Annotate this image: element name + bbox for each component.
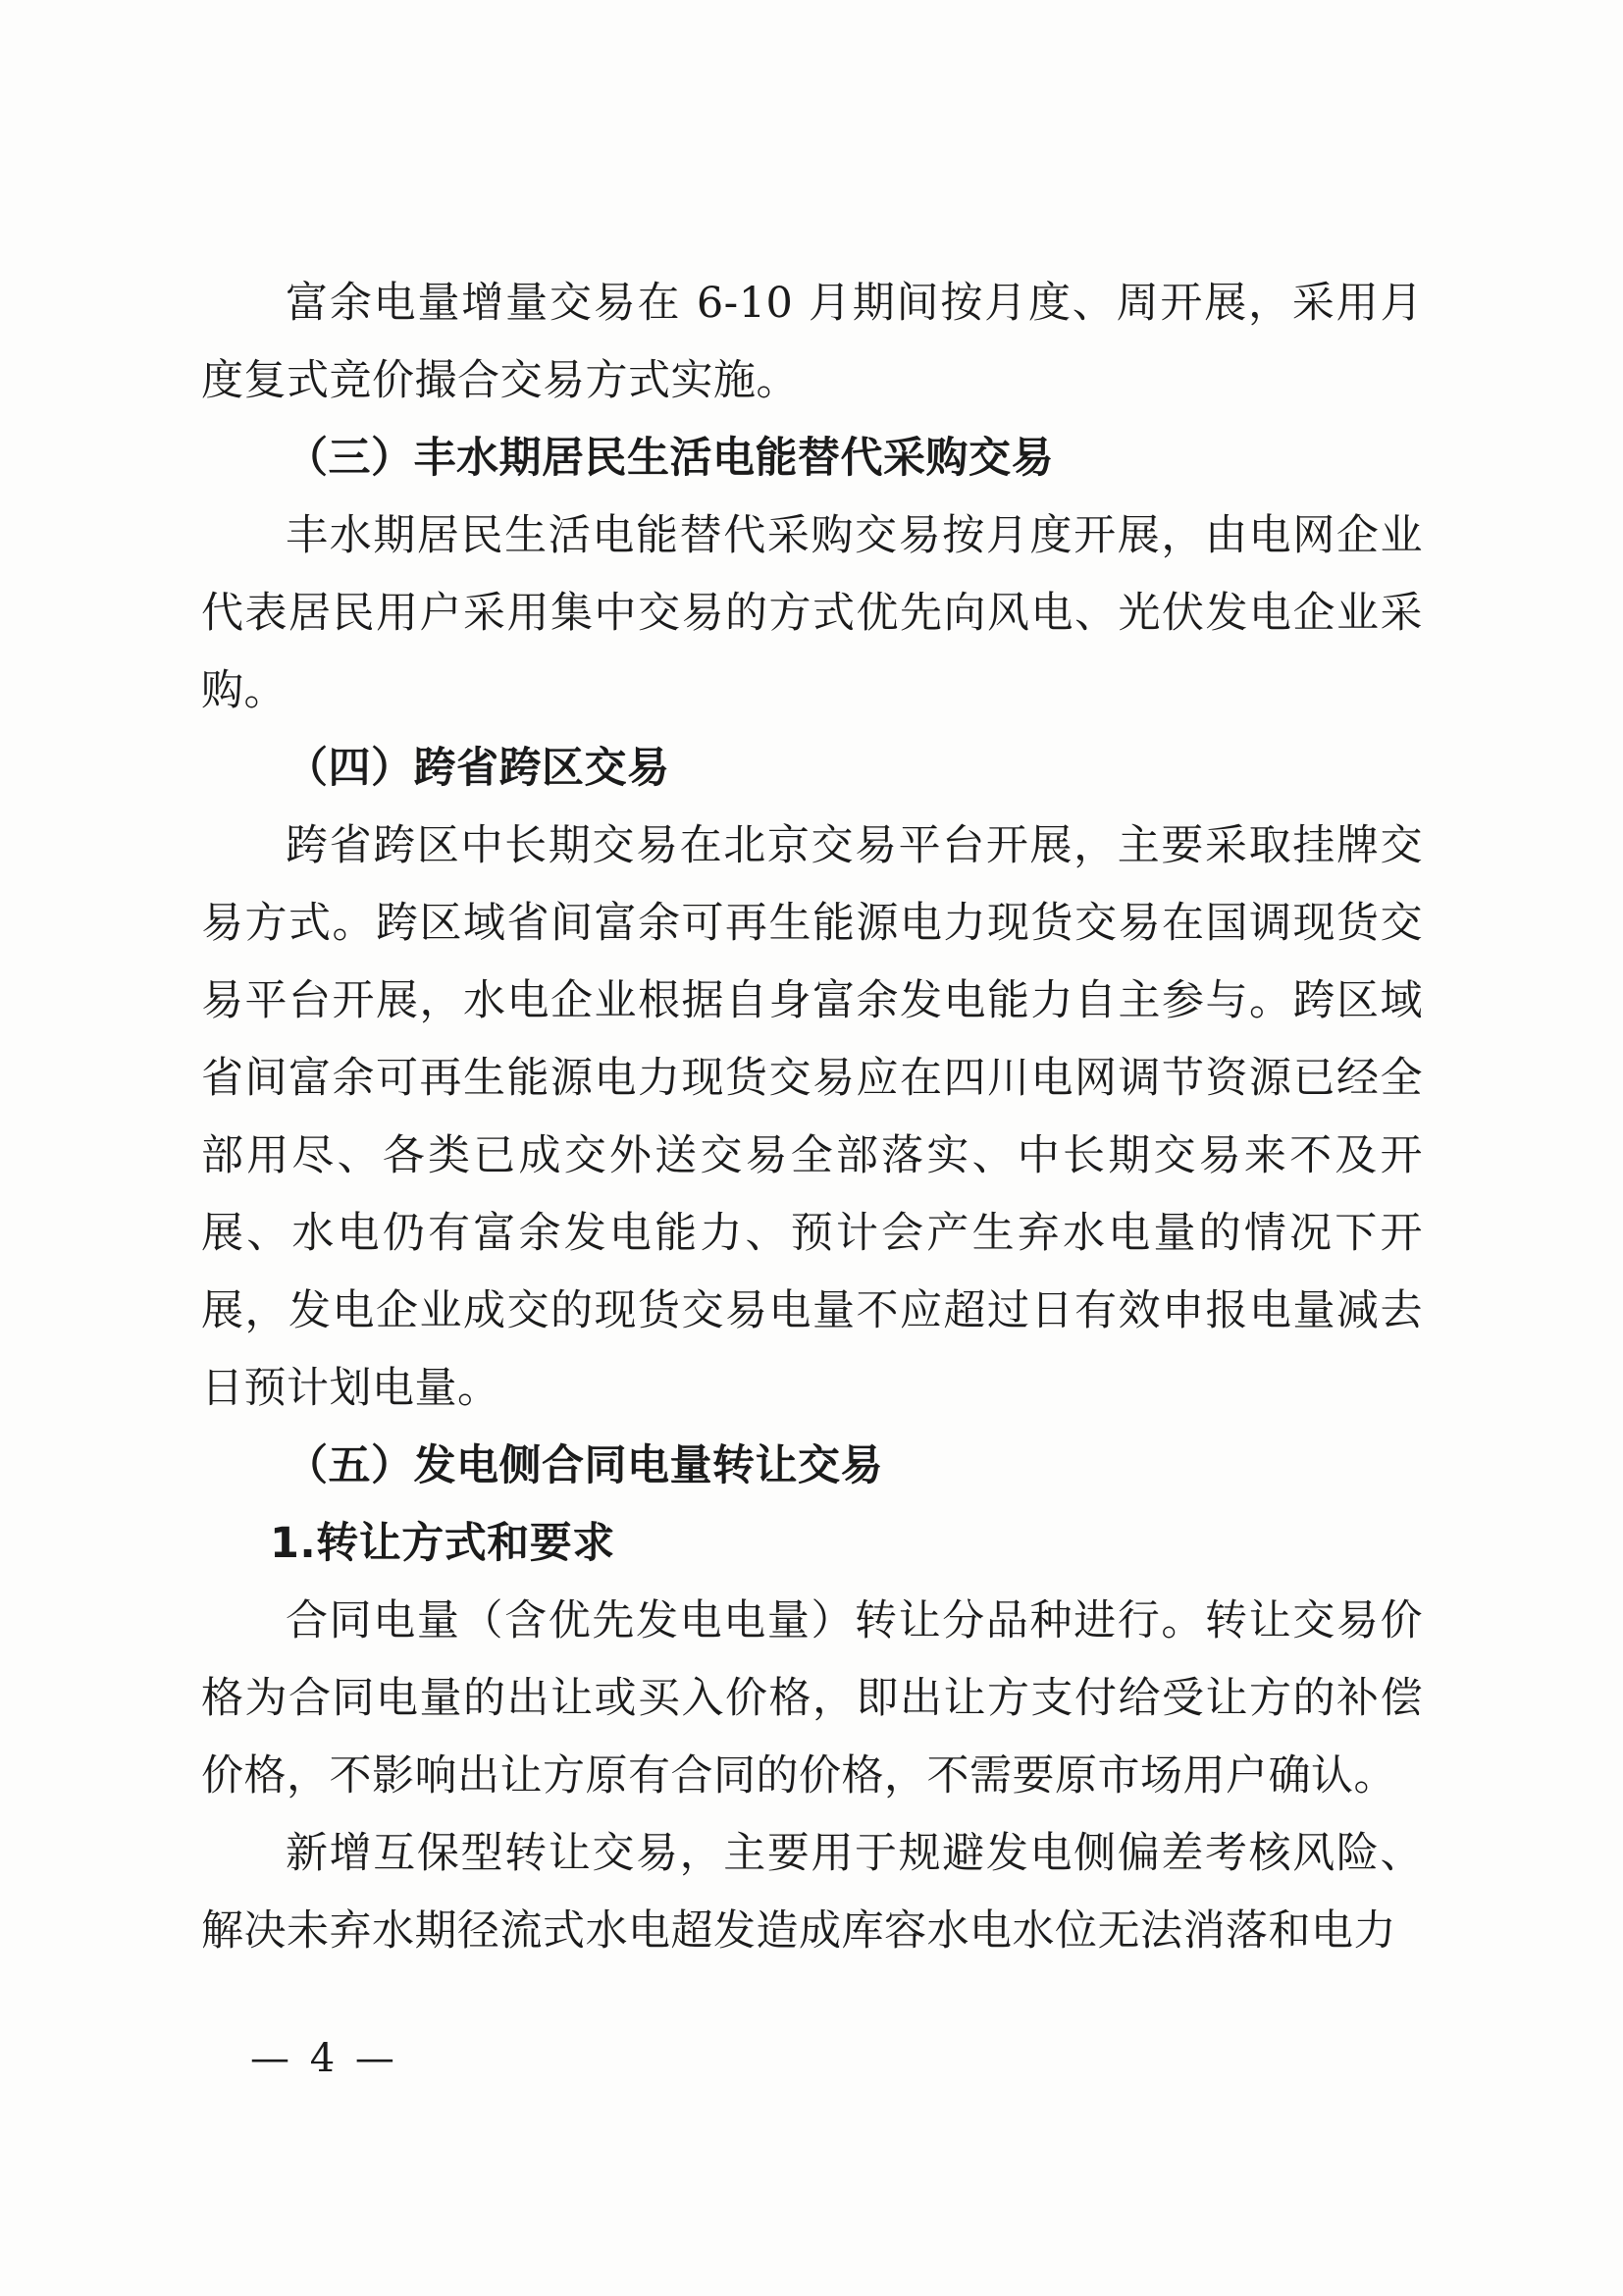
subheading-transfer-methods: 1.转让方式和要求 — [270, 1519, 615, 1568]
paragraph-residential-substitution: 丰水期居民生活电能替代采购交易按月度开展，由电网企业代表居民用户采用集中交易的方式优先向风电、光伏发电企业采购。 — [201, 511, 1423, 715]
heading-section-four: （四）跨省跨区交易 — [286, 744, 670, 793]
document-body — [201, 265, 1423, 1970]
paragraph-surplus-power-trading: 富余电量增量交易在 6-10 月期间按月度、周开展，采用月度复式竞价撮合交易方式实施。 — [201, 279, 1423, 405]
page-number: — 4 — — [250, 2036, 398, 2081]
paragraph-mutual-guarantee-transfer: 新增互保型转让交易，主要用于规避发电侧偏差考核风险、解决未弃水期径流式水电超发造成库容水电水位无法消落和电力 — [201, 1829, 1423, 1956]
paragraph-interprovincial-trading: 跨省跨区中长期交易在北京交易平台开展，主要采取挂牌交易方式。跨区域省间富余可再生能源电力现货交易在国调现货交易平台开展，水电企业根据自身富余发电能力自主参与。跨区域省间富余可再生能源电力现货交易应在四川电网调节资源已经全部用尽、各类已成交外送交易全部落实、中长期交易来不及开展、水电仍有富余发电能力、预计会产生弃水电量的情况下开展，发电企业成交的现货交易电量不应超过日有效申报电量减去日预计划电量。 — [201, 821, 1423, 1413]
heading-section-five: （五）发电侧合同电量转让交易 — [286, 1441, 883, 1490]
paragraph-contract-transfer-price: 合同电量（含优先发电电量）转让分品种进行。转让交易价格为合同电量的出让或买入价格，即出让方支付给受让方的补偿价格，不影响出让方原有合同的价格，不需要原市场用户确认。 — [201, 1596, 1423, 1800]
heading-section-three: （三）丰水期居民生活电能替代采购交易 — [286, 434, 1054, 483]
